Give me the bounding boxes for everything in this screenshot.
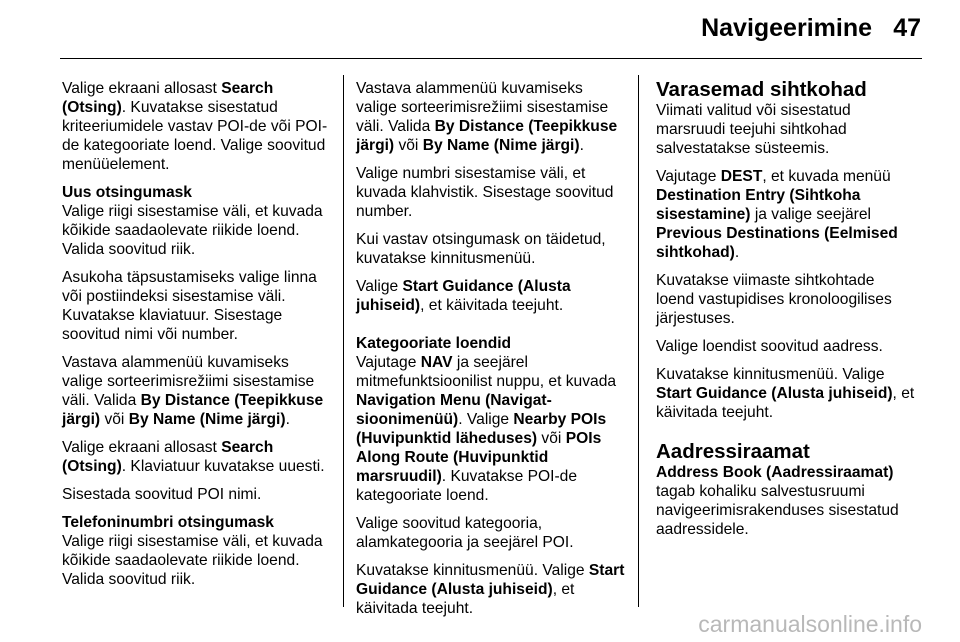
column-divider-1 xyxy=(343,75,344,607)
paragraph: Vastava alammenüü kuvamiseks valige sorteerimisrežiimi sisestamise väli. Valida By Distance (Teepikkuse järgi) või By Name (Nime järgi). xyxy=(356,80,618,154)
paragraph: Valige soovitud kategooria, alamkategooria ja seejärel POI. xyxy=(356,515,574,551)
paragraph: Valige riigi sisestamise väli, et kuvada kõikide saadaolevate riikide loend. Valida soovitud riik. xyxy=(62,203,323,258)
column-3 xyxy=(656,79,916,548)
paragraph: Vajutage DEST, et kuvada menüü Destination Entry (Sihtkoha sisestamine) ja valige seejärel Previous Destinations (Eelmised sihtkohad). xyxy=(656,168,898,261)
paragraph: Valige ekraani allosast Search (Otsing). Klaviatuur kuvatakse uuesti. xyxy=(62,439,325,475)
paragraph: Valige loendist soovitud aadress. xyxy=(656,338,883,355)
paragraph: Asukoha täpsustamiseks valige linna või postiindeksi sisestamise väli. Kuvatakse klaviatuur. Sisestage soovitud nimi või number. xyxy=(62,269,317,343)
paragraph: Kui vastav otsingumask on täidetud, kuvatakse kinnitusmenüü. xyxy=(356,231,606,267)
paragraph: Viimati valitud või sisestatud marsruudi teejuhi sihtkohad salvestatakse süsteemis. xyxy=(656,102,851,157)
paragraph: Vastava alammenüü kuvamiseks valige sorteerimisrežiimi sisestamise väli. Valida By Distance (Teepikkuse järgi) või By Name (Nime järgi). xyxy=(62,354,324,428)
column-1 xyxy=(62,79,330,598)
paragraph: Valige riigi sisestamise väli, et kuvada kõikide saadaolevate riikide loend. Valida soovitud riik. xyxy=(62,533,323,588)
paragraph: Sisestada soovitud POI nimi. xyxy=(62,486,262,503)
paragraph: Valige Start Guidance (Alusta juhiseid), et käivitada teejuht. xyxy=(356,278,571,314)
paragraph: Kuvatakse kinnitusmenüü. Valige Start Guidance (Alusta juhiseid), et käivitada teejuht. xyxy=(656,366,915,421)
page-header xyxy=(0,0,960,60)
section-heading-previous-destinations: Varasemad sihtkohad xyxy=(656,78,867,101)
term-search: Search (Otsing) xyxy=(62,80,274,116)
section-heading-address-book: Aadressiraamat xyxy=(656,440,810,463)
paragraph: Vajutage NAV ja seejärel mitmefunktsioonilist nuppu, et kuvada Navigation Menu (Navigat-sioonimenüü). Valige Nearby POIs (Huvipunktid läheduses) või POIs Along Route (Huvipunktid marsruudil). Kuvatakse POI-de kategooriate loend. xyxy=(356,354,617,504)
section-heading-phone-mask: Telefoninumbri otsingumask xyxy=(62,514,274,531)
paragraph: Valige ekraani allosast Search (Otsing). Kuvatakse sisestatud kriteeriumidele vastav POI-de või POI-de kategooriate loend. Valige soovitud menüüelement. xyxy=(62,80,328,173)
section-heading-categories: Kategooriate loendid xyxy=(356,335,512,352)
header-divider xyxy=(60,58,922,59)
paragraph: Valige numbri sisestamise väli, et kuvada klahvistik. Sisestage soovitud number. xyxy=(356,165,614,220)
column-2 xyxy=(356,79,626,627)
paragraph: Address Book (Aadressiraamat) tagab kohaliku salvestusruumi navigeerimisrakenduses sisestatud aadressidele. xyxy=(656,464,899,538)
column-divider-2 xyxy=(638,75,639,607)
paragraph: Kuvatakse viimaste sihtkohtade loend vastupidises kronoloogilises järjestuses. xyxy=(656,272,892,327)
paragraph: Kuvatakse kinnitusmenüü. Valige Start Guidance (Alusta juhiseid), et käivitada teejuht. xyxy=(356,562,625,617)
watermark: carmanualsonline.info xyxy=(698,611,922,637)
page-title: Navigeerimine xyxy=(701,14,872,42)
page-number: 47 xyxy=(893,14,921,42)
section-heading-search-mask: Uus otsingumask xyxy=(62,184,192,201)
